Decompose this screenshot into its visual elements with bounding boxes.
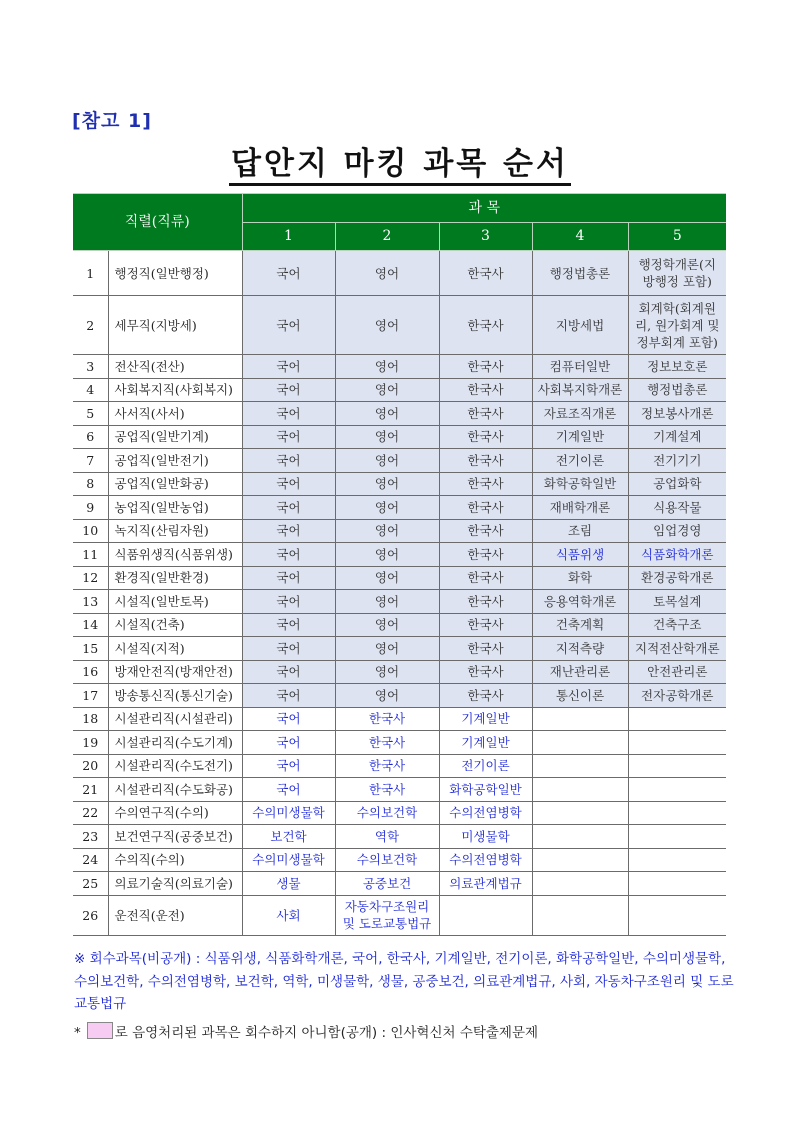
subject-cell-2: 영어 <box>335 472 439 496</box>
subject-cell-1: 국어 <box>242 660 335 684</box>
subject-cell-3: 한국사 <box>439 402 532 426</box>
subject-cell-4: 자료조직개론 <box>532 402 628 426</box>
subject-cell-3: 한국사 <box>439 590 532 614</box>
subject-cell-4: 기계일반 <box>532 425 628 449</box>
subject-cell-3: 미생물학 <box>439 825 532 849</box>
page-title <box>0 138 800 183</box>
table-row <box>73 378 726 402</box>
subject-cell-1: 국어 <box>242 378 335 402</box>
recovered-subjects-note <box>74 948 734 1016</box>
subject-cell-4 <box>532 801 628 825</box>
subject-cell-5: 토목설계 <box>628 590 726 614</box>
subject-cell-3: 한국사 <box>439 684 532 708</box>
subject-cell-4 <box>532 778 628 802</box>
shaded-subjects-note <box>74 1022 538 1043</box>
shaded-note-text: 로 음영처리된 과목은 회수하지 아니함(공개) : 인사혁신처 수탁출제문제 <box>114 1025 539 1041</box>
subject-cell-3: 한국사 <box>439 449 532 473</box>
subject-cell-1: 국어 <box>242 684 335 708</box>
row-number: 9 <box>73 496 108 520</box>
subject-cell-4: 화학공학일반 <box>532 472 628 496</box>
row-number: 15 <box>73 637 108 661</box>
row-number: 11 <box>73 543 108 567</box>
subject-cell-3 <box>439 895 532 935</box>
job-category-name: 운전직(운전) <box>108 895 242 935</box>
subject-cell-2: 한국사 <box>335 778 439 802</box>
subject-cell-2: 영어 <box>335 684 439 708</box>
row-number: 24 <box>73 848 108 872</box>
subject-cell-5: 행정법총론 <box>628 378 726 402</box>
subject-cell-3: 한국사 <box>439 566 532 590</box>
subject-order-table <box>73 193 726 936</box>
subject-cell-5: 안전관리론 <box>628 660 726 684</box>
subject-cell-5: 지적전산학개론 <box>628 637 726 661</box>
subject-cell-3: 수의전염병학 <box>439 801 532 825</box>
row-number: 10 <box>73 519 108 543</box>
subject-cell-4 <box>532 731 628 755</box>
subject-cell-5 <box>628 731 726 755</box>
table-row <box>73 402 726 426</box>
subject-cell-5 <box>628 707 726 731</box>
subject-cell-1: 국어 <box>242 754 335 778</box>
subject-cell-3: 한국사 <box>439 496 532 520</box>
table-row <box>73 590 726 614</box>
subject-cell-4: 화학 <box>532 566 628 590</box>
job-category-name: 시설관리직(수도기계) <box>108 731 242 755</box>
subject-cell-1: 생물 <box>242 872 335 896</box>
shaded-legend-swatch <box>87 1022 113 1039</box>
subject-cell-4: 지적측량 <box>532 637 628 661</box>
table-row <box>73 543 726 567</box>
subject-cell-2: 영어 <box>335 296 439 355</box>
table-row <box>73 895 726 935</box>
subject-cell-2: 자동차구조원리 및 도로교통법규 <box>335 895 439 935</box>
job-category-name: 시설직(지적) <box>108 637 242 661</box>
subject-cell-4 <box>532 825 628 849</box>
row-number: 23 <box>73 825 108 849</box>
subject-cell-1: 국어 <box>242 731 335 755</box>
table-row <box>73 251 726 296</box>
subject-cell-3: 한국사 <box>439 519 532 543</box>
header-num-4: 4 <box>532 223 628 251</box>
subject-cell-5 <box>628 801 726 825</box>
page-title-text: 답안지 마킹 과목 순서 <box>229 146 571 186</box>
subject-cell-1: 국어 <box>242 707 335 731</box>
job-category-name: 사서직(사서) <box>108 402 242 426</box>
subject-cell-2: 한국사 <box>335 754 439 778</box>
job-category-name: 공업직(일반전기) <box>108 449 242 473</box>
subject-cell-5 <box>628 754 726 778</box>
subject-cell-4: 재난관리론 <box>532 660 628 684</box>
job-category-name: 시설직(건축) <box>108 613 242 637</box>
subject-cell-1: 수의미생물학 <box>242 801 335 825</box>
table-row <box>73 872 726 896</box>
subject-cell-5: 식품화학개론 <box>628 543 726 567</box>
job-category-name: 시설관리직(수도화공) <box>108 778 242 802</box>
header-num-1: 1 <box>242 223 335 251</box>
subject-cell-1: 국어 <box>242 425 335 449</box>
subject-cell-2: 한국사 <box>335 707 439 731</box>
job-category-name: 방재안전직(방재안전) <box>108 660 242 684</box>
subject-cell-4: 행정법총론 <box>532 251 628 296</box>
subject-cell-2: 역학 <box>335 825 439 849</box>
subject-cell-5: 건축구조 <box>628 613 726 637</box>
subject-cell-1: 국어 <box>242 355 335 379</box>
subject-cell-5: 행정학개론(지 방행정 포함) <box>628 251 726 296</box>
job-category-name: 시설관리직(시설관리) <box>108 707 242 731</box>
subject-cell-2: 영어 <box>335 543 439 567</box>
job-category-name: 공업직(일반화공) <box>108 472 242 496</box>
row-number: 18 <box>73 707 108 731</box>
table-row <box>73 449 726 473</box>
table-row <box>73 731 726 755</box>
subject-cell-5: 환경공학개론 <box>628 566 726 590</box>
subject-cell-2: 영어 <box>335 637 439 661</box>
job-category-name: 전산직(전산) <box>108 355 242 379</box>
subject-cell-5 <box>628 872 726 896</box>
row-number: 16 <box>73 660 108 684</box>
row-number: 20 <box>73 754 108 778</box>
subject-cell-4: 지방세법 <box>532 296 628 355</box>
subject-cell-2: 영어 <box>335 519 439 543</box>
subject-cell-4 <box>532 754 628 778</box>
subject-cell-4: 조림 <box>532 519 628 543</box>
table-row <box>73 801 726 825</box>
row-number: 7 <box>73 449 108 473</box>
table-row <box>73 472 726 496</box>
subject-cell-3: 한국사 <box>439 355 532 379</box>
subject-cell-1: 보건학 <box>242 825 335 849</box>
job-category-name: 세무직(지방세) <box>108 296 242 355</box>
subject-cell-5: 회계학(회계원 리, 원가회계 및 정부회계 포함) <box>628 296 726 355</box>
table-row <box>73 848 726 872</box>
subject-cell-2: 영어 <box>335 251 439 296</box>
job-category-name: 방송통신직(통신기술) <box>108 684 242 708</box>
subject-cell-5 <box>628 778 726 802</box>
note-star: * <box>74 1025 81 1041</box>
subject-cell-5: 임업경영 <box>628 519 726 543</box>
subject-cell-1: 국어 <box>242 590 335 614</box>
subject-cell-4 <box>532 707 628 731</box>
job-category-name: 시설관리직(수도전기) <box>108 754 242 778</box>
subject-cell-2: 영어 <box>335 425 439 449</box>
header-job-category: 직렬(직류) <box>73 194 242 251</box>
subject-cell-5: 공업화학 <box>628 472 726 496</box>
row-number: 12 <box>73 566 108 590</box>
subject-cell-4: 재배학개론 <box>532 496 628 520</box>
subject-cell-1: 사회 <box>242 895 335 935</box>
table-row <box>73 660 726 684</box>
job-category-name: 수의직(수의) <box>108 848 242 872</box>
subject-cell-4: 사회복지학개론 <box>532 378 628 402</box>
row-number: 17 <box>73 684 108 708</box>
subject-cell-2: 영어 <box>335 590 439 614</box>
subject-cell-5 <box>628 848 726 872</box>
subject-cell-1: 국어 <box>242 543 335 567</box>
subject-cell-3: 수의전염병학 <box>439 848 532 872</box>
table-row <box>73 637 726 661</box>
subject-cell-2: 영어 <box>335 613 439 637</box>
row-number: 22 <box>73 801 108 825</box>
subject-cell-1: 국어 <box>242 402 335 426</box>
subject-cell-3: 의료관계법규 <box>439 872 532 896</box>
table-row <box>73 496 726 520</box>
table-row <box>73 825 726 849</box>
subject-cell-2: 영어 <box>335 355 439 379</box>
subject-cell-3: 한국사 <box>439 378 532 402</box>
row-number: 13 <box>73 590 108 614</box>
row-number: 26 <box>73 895 108 935</box>
job-category-name: 시설직(일반토목) <box>108 590 242 614</box>
subject-cell-4: 건축계획 <box>532 613 628 637</box>
table-row <box>73 519 726 543</box>
subject-cell-3: 전기이론 <box>439 754 532 778</box>
subject-cell-2: 수의보건학 <box>335 848 439 872</box>
subject-cell-1: 수의미생물학 <box>242 848 335 872</box>
subject-cell-1: 국어 <box>242 637 335 661</box>
row-number: 5 <box>73 402 108 426</box>
subject-cell-3: 한국사 <box>439 543 532 567</box>
table-row <box>73 296 726 355</box>
job-category-name: 환경직(일반환경) <box>108 566 242 590</box>
subject-cell-4 <box>532 848 628 872</box>
row-number: 8 <box>73 472 108 496</box>
subject-cell-3: 한국사 <box>439 425 532 449</box>
job-category-name: 보건연구직(공중보건) <box>108 825 242 849</box>
table-row <box>73 613 726 637</box>
table-header <box>73 194 726 251</box>
subject-cell-3: 한국사 <box>439 613 532 637</box>
reference-label: [참고 1] <box>72 110 152 132</box>
subject-cell-5: 전기기기 <box>628 449 726 473</box>
subject-cell-2: 영어 <box>335 378 439 402</box>
table-row <box>73 355 726 379</box>
table-row <box>73 566 726 590</box>
row-number: 19 <box>73 731 108 755</box>
subject-cell-2: 영어 <box>335 449 439 473</box>
job-category-name: 의료기술직(의료기술) <box>108 872 242 896</box>
subject-cell-2: 영어 <box>335 660 439 684</box>
subject-cell-2: 영어 <box>335 496 439 520</box>
row-number: 14 <box>73 613 108 637</box>
subject-cell-3: 한국사 <box>439 472 532 496</box>
table-row <box>73 778 726 802</box>
subject-cell-5: 전자공학개론 <box>628 684 726 708</box>
subject-cell-5 <box>628 825 726 849</box>
subject-cell-4: 식품위생 <box>532 543 628 567</box>
subject-cell-4: 응용역학개론 <box>532 590 628 614</box>
subject-cell-2: 한국사 <box>335 731 439 755</box>
subject-cell-1: 국어 <box>242 566 335 590</box>
subject-cell-2: 공중보건 <box>335 872 439 896</box>
recovered-note-label: ※ 회수과목(비공개) : <box>74 951 201 967</box>
subject-cell-1: 국어 <box>242 251 335 296</box>
header-num-3: 3 <box>439 223 532 251</box>
job-category-name: 사회복지직(사회복지) <box>108 378 242 402</box>
recovered-note-text: 식품위생, 식품화학개론, 국어, 한국사, 기계일반, 전기이론, 화학공학일반, 수의미생물학, 수의보건학, 수의전염병학, 보건학, 역학, 미생물학, 생물, 공중보건, 의료관계법규, 사회, 자동차구조원리 및 도로교통법규 <box>74 951 734 1012</box>
subject-cell-1: 국어 <box>242 296 335 355</box>
subject-cell-3: 기계일반 <box>439 707 532 731</box>
row-number: 1 <box>73 251 108 296</box>
job-category-name: 식품위생직(식품위생) <box>108 543 242 567</box>
subject-cell-2: 수의보건학 <box>335 801 439 825</box>
subject-cell-5: 정보봉사개론 <box>628 402 726 426</box>
header-subject: 과 목 <box>242 194 726 223</box>
subject-cell-1: 국어 <box>242 778 335 802</box>
subject-cell-3: 기계일반 <box>439 731 532 755</box>
subject-cell-3: 화학공학일반 <box>439 778 532 802</box>
job-category-name: 녹지직(산림자원) <box>108 519 242 543</box>
subject-cell-3: 한국사 <box>439 660 532 684</box>
subject-cell-5 <box>628 895 726 935</box>
subject-cell-1: 국어 <box>242 449 335 473</box>
subject-cell-4: 통신이론 <box>532 684 628 708</box>
subject-cell-5: 기계설계 <box>628 425 726 449</box>
subject-cell-1: 국어 <box>242 472 335 496</box>
job-category-name: 행정직(일반행정) <box>108 251 242 296</box>
job-category-name: 농업직(일반농업) <box>108 496 242 520</box>
row-number: 21 <box>73 778 108 802</box>
header-num-5: 5 <box>628 223 726 251</box>
row-number: 2 <box>73 296 108 355</box>
job-category-name: 수의연구직(수의) <box>108 801 242 825</box>
subject-cell-4: 컴퓨터일반 <box>532 355 628 379</box>
subject-cell-2: 영어 <box>335 402 439 426</box>
table-row <box>73 754 726 778</box>
row-number: 3 <box>73 355 108 379</box>
row-number: 6 <box>73 425 108 449</box>
table-body <box>73 251 726 936</box>
table-row <box>73 684 726 708</box>
subject-cell-2: 영어 <box>335 566 439 590</box>
subject-cell-3: 한국사 <box>439 637 532 661</box>
subject-cell-3: 한국사 <box>439 251 532 296</box>
table-row <box>73 707 726 731</box>
subject-cell-5: 정보보호론 <box>628 355 726 379</box>
row-number: 25 <box>73 872 108 896</box>
subject-cell-4: 전기이론 <box>532 449 628 473</box>
subject-cell-3: 한국사 <box>439 296 532 355</box>
subject-cell-1: 국어 <box>242 613 335 637</box>
subject-cell-4 <box>532 895 628 935</box>
table-row <box>73 425 726 449</box>
row-number: 4 <box>73 378 108 402</box>
job-category-name: 공업직(일반기계) <box>108 425 242 449</box>
subject-cell-1: 국어 <box>242 496 335 520</box>
subject-cell-5: 식용작물 <box>628 496 726 520</box>
subject-cell-4 <box>532 872 628 896</box>
header-num-2: 2 <box>335 223 439 251</box>
subject-cell-1: 국어 <box>242 519 335 543</box>
